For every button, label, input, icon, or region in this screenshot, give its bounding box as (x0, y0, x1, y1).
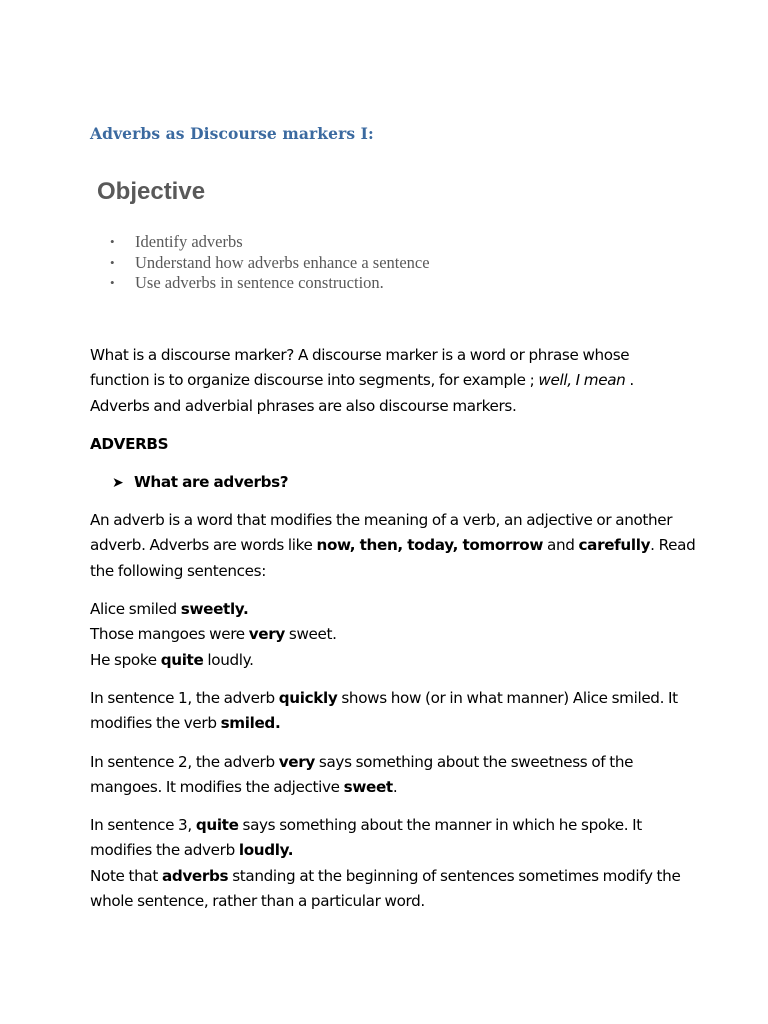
bullet-icon: • (110, 275, 115, 290)
explanation-text: . (392, 778, 398, 797)
highlighted-adverb: very (278, 753, 315, 771)
highlighted-word: adverbs (161, 866, 229, 885)
objective-item-text: Identify adverbs (135, 232, 243, 251)
example-sentences (90, 597, 690, 673)
highlighted-word: sweet (343, 778, 393, 797)
question-text: What are adverbs? (134, 473, 289, 491)
sentence-2-explanation (90, 750, 690, 801)
explanation-text: mangoes. It modifies the adjective (90, 778, 344, 797)
example-discourse-markers: well, I mean (538, 371, 626, 390)
objective-heading: Objective (97, 178, 206, 205)
definition-line (90, 533, 696, 558)
highlighted-adverb: quickly (278, 689, 338, 707)
explanation-line (90, 838, 690, 863)
objective-item-text: Use adverbs in sentence construction. (135, 273, 384, 292)
objective-item-text: Understand how adverbs enhance a sentence (135, 252, 430, 272)
intro-line: What is a discourse marker? A discourse marker is a word or phrase whose (90, 346, 630, 364)
sentence-text: loudly. (203, 650, 254, 669)
highlighted-word: loudly. (238, 841, 294, 860)
definition-paragraph (90, 508, 696, 584)
explanation-line (90, 864, 690, 889)
list-item (110, 273, 430, 294)
sentence-3-explanation (90, 813, 690, 915)
adverb-example: carefully (578, 536, 651, 555)
objective-list (110, 232, 430, 294)
list-item (110, 232, 430, 253)
section-heading-adverbs: ADVERBS (90, 435, 169, 453)
adverb-examples: now, then, today, tomorrow (316, 536, 544, 555)
definition-text: and (543, 536, 579, 555)
bullet-icon: • (110, 254, 115, 270)
explanation-text: shows how (or in what manner) Alice smiled. It (337, 689, 678, 707)
highlighted-adverb: quite (195, 816, 239, 834)
sentence-text: He spoke (90, 650, 161, 669)
example-sentence (90, 622, 690, 647)
explanation-text: Note that (90, 866, 162, 885)
definition-line: An adverb is a word that modifies the meaning of a verb, an adjective or another (90, 511, 673, 529)
definition-text: . Read (650, 536, 696, 555)
explanation-line (90, 775, 690, 800)
example-sentence (90, 597, 690, 622)
intro-text: function is to organize discourse into segments, for example ; (90, 371, 539, 390)
explanation-line (90, 813, 690, 838)
explanation-text: modifies the adverb (90, 841, 239, 860)
explanation-text: says something about the sweetness of the (314, 753, 634, 771)
intro-line (90, 368, 690, 393)
highlighted-adverb: very (248, 625, 285, 644)
explanation-text: says something about the manner in which he spoke. It (238, 816, 642, 834)
intro-line: Adverbs and adverbial phrases are also discourse markers. (90, 396, 517, 415)
sentence-text: Those mangoes were (90, 625, 249, 644)
explanation-text: In sentence 2, the adverb (90, 753, 279, 771)
explanation-text: In sentence 1, the adverb (90, 689, 279, 707)
highlighted-adverb: quite (160, 650, 204, 669)
highlighted-word: smiled. (220, 714, 281, 733)
explanation-text: In sentence 3, (90, 816, 196, 834)
explanation-line (90, 750, 690, 775)
definition-line: the following sentences: (90, 561, 266, 580)
question-heading (112, 470, 712, 496)
explanation-text: standing at the beginning of sentences sometimes modify the (228, 866, 681, 885)
explanation-text: modifies the verb (90, 714, 221, 733)
sentence-text: sweet. (284, 625, 337, 644)
intro-text: . (625, 371, 634, 390)
sentence-text: Alice smiled (90, 600, 181, 618)
bullet-icon: • (110, 234, 115, 249)
document-title: Adverbs as Discourse markers I: (90, 124, 374, 143)
explanation-line: whole sentence, rather than a particular word. (90, 892, 425, 911)
intro-paragraph (90, 343, 690, 419)
example-sentence (90, 648, 690, 673)
explanation-line (90, 711, 690, 736)
definition-text: adverb. Adverbs are words like (90, 536, 317, 555)
arrow-bullet-icon: ➤ (112, 475, 124, 491)
highlighted-adverb: sweetly. (180, 600, 249, 618)
sentence-1-explanation (90, 686, 690, 737)
list-item (110, 253, 430, 274)
explanation-line (90, 686, 690, 711)
